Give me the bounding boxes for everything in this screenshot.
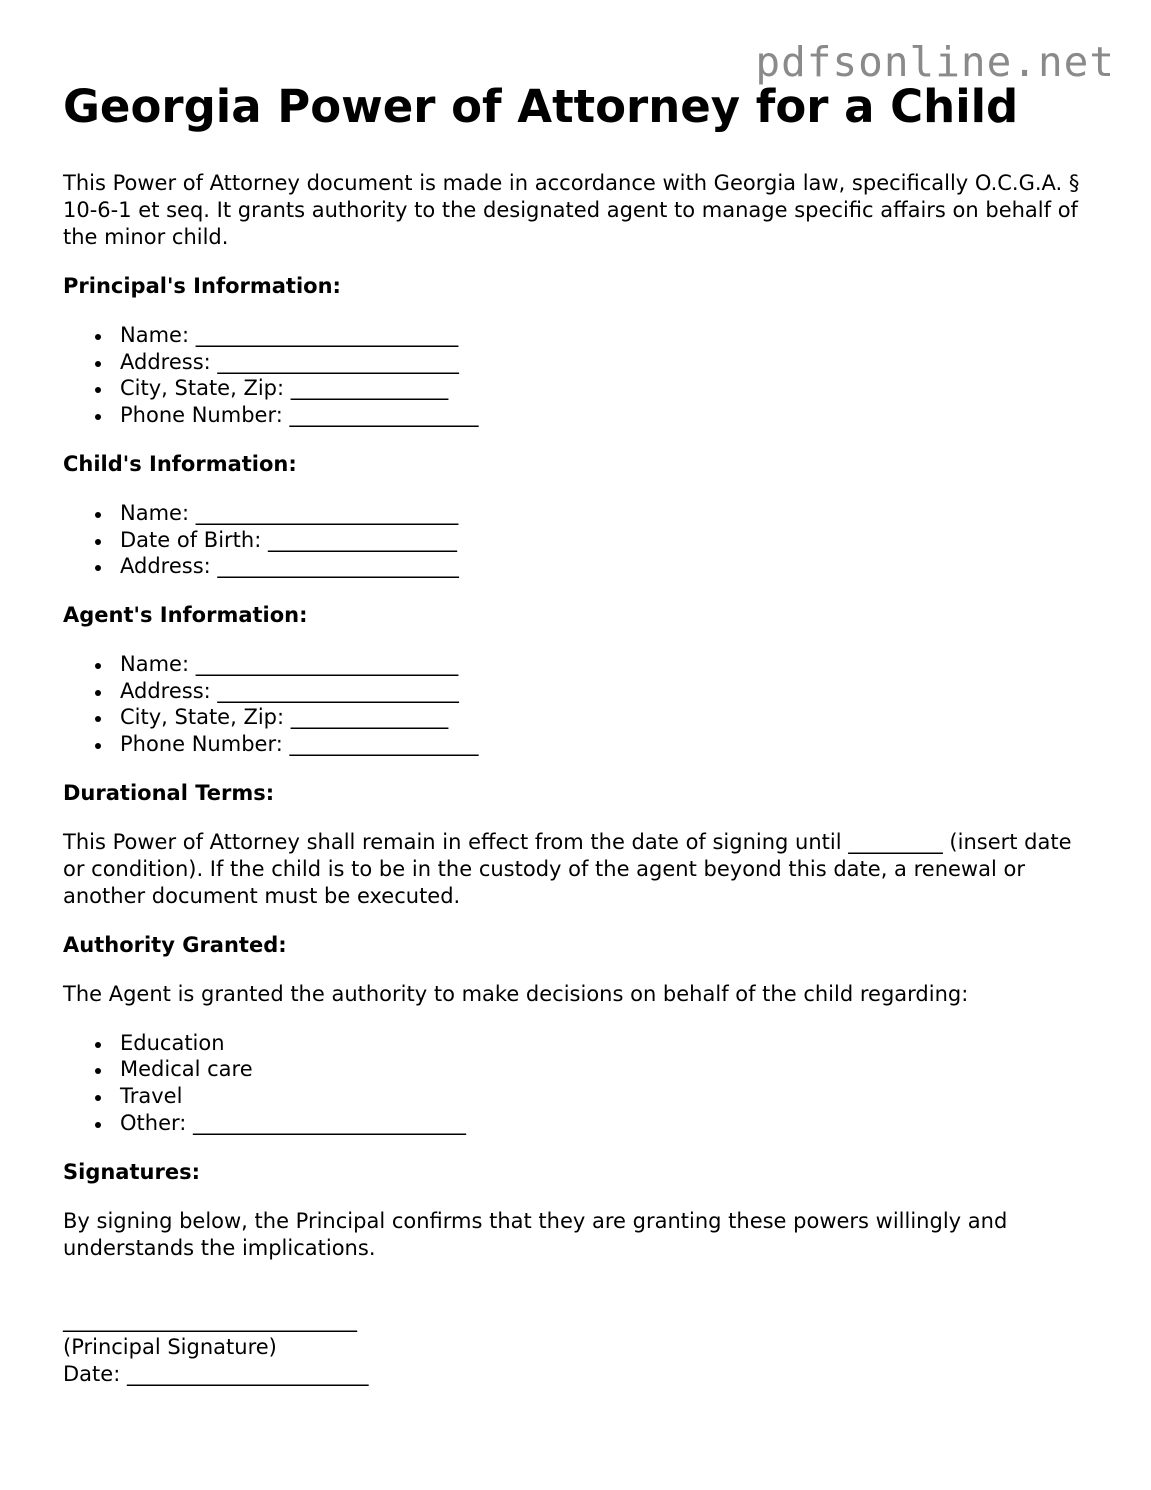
watermark: pdfsonline.net xyxy=(755,38,1115,86)
signatures-paragraph: By signing below, the Principal confirms that they are granting these powers willingly and understands the implications. xyxy=(63,1208,1008,1260)
agent-city-field: City, State, Zip: _______________ xyxy=(120,704,1093,731)
agent-name-field: Name: _________________________ xyxy=(120,651,1093,678)
authority-item-other: Other: __________________________ xyxy=(120,1110,1093,1137)
agent-fields xyxy=(63,651,1093,758)
principal-address-field: Address: _______________________ xyxy=(120,349,1093,376)
child-fields xyxy=(63,500,1093,580)
document-page xyxy=(63,78,1093,1388)
agent-address-field: Address: _______________________ xyxy=(120,678,1093,705)
agent-heading: Agent's Information: xyxy=(63,602,308,627)
signature-date-field: Date: _______________________ xyxy=(63,1361,369,1386)
child-dob-field: Date of Birth: __________________ xyxy=(120,527,1093,554)
agent-phone-field: Phone Number: __________________ xyxy=(120,731,1093,758)
principal-fields xyxy=(63,322,1093,429)
authority-item-education: Education xyxy=(120,1030,1093,1057)
authority-heading: Authority Granted: xyxy=(63,932,287,957)
document-title: Georgia Power of Attorney for a Child xyxy=(63,80,1019,133)
principal-city-field: City, State, Zip: _______________ xyxy=(120,375,1093,402)
child-heading: Child's Information: xyxy=(63,451,297,476)
duration-paragraph: This Power of Attorney shall remain in effect from the date of signing until _________ (insert date or condition). If the child is to be in the custody of the agent beyond this date, a renewal or another document must be executed. xyxy=(63,829,1072,908)
authority-item-travel: Travel xyxy=(120,1083,1093,1110)
principal-name-field: Name: _________________________ xyxy=(120,322,1093,349)
principal-signature-line: ____________________________ xyxy=(63,1307,357,1332)
signature-block xyxy=(63,1307,1093,1388)
principal-phone-field: Phone Number: __________________ xyxy=(120,402,1093,429)
authority-paragraph: The Agent is granted the authority to make decisions on behalf of the child regarding: xyxy=(63,981,969,1006)
duration-heading: Durational Terms: xyxy=(63,780,275,805)
principal-heading: Principal's Information: xyxy=(63,274,341,298)
signatures-heading: Signatures: xyxy=(63,1159,200,1184)
authority-item-medical: Medical care xyxy=(120,1056,1093,1083)
principal-signature-label: (Principal Signature) xyxy=(63,1334,277,1359)
child-name-field: Name: _________________________ xyxy=(120,500,1093,527)
authority-list xyxy=(63,1030,1093,1137)
child-address-field: Address: _______________________ xyxy=(120,553,1093,580)
intro-paragraph: This Power of Attorney document is made in accordance with Georgia law, specifically O.C.G.A. § 10-6-1 et seq. It grants authority to the designated agent to manage specific affairs on behalf of the minor child. xyxy=(63,171,1080,249)
